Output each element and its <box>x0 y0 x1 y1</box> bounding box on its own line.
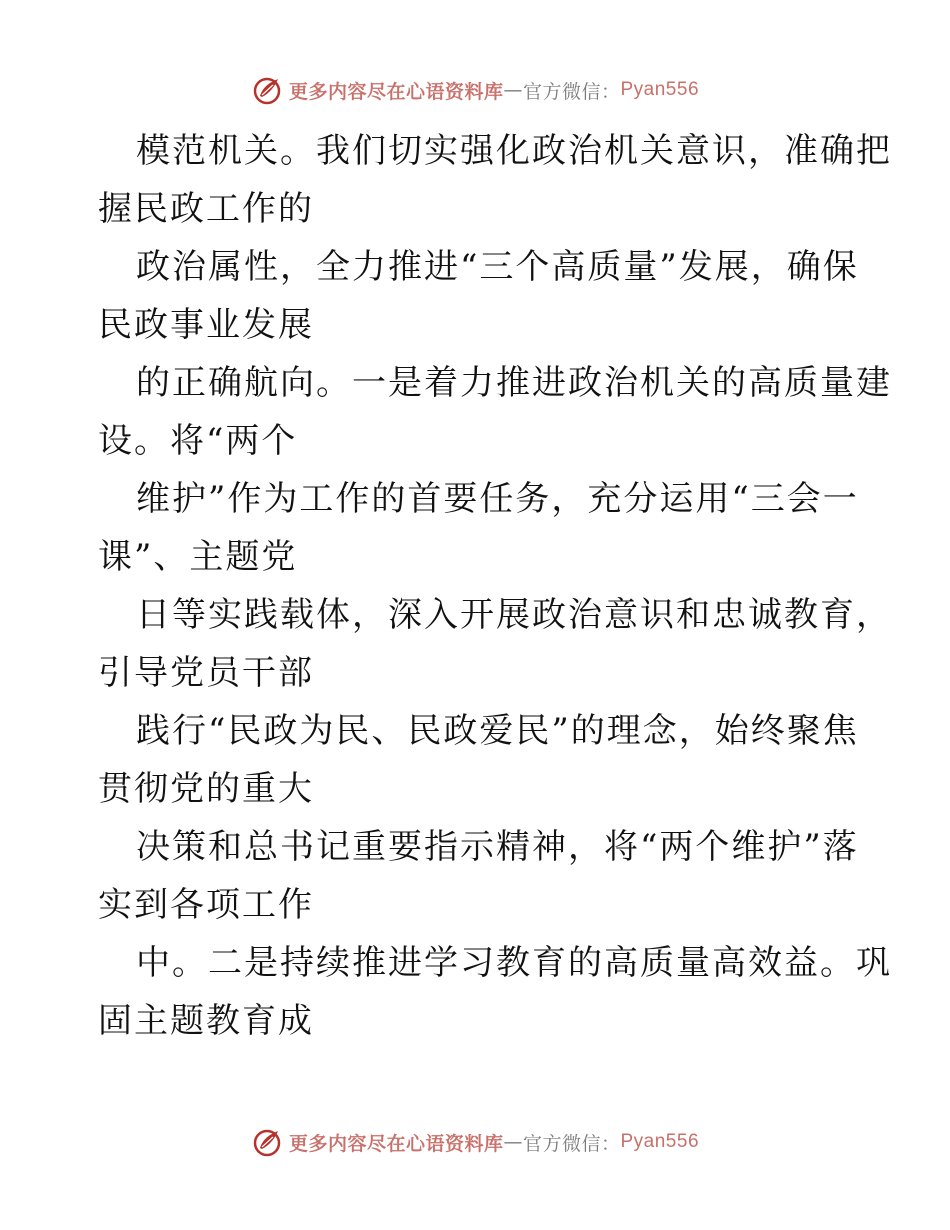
watermark-text: 更多内容尽在心语资料库 <box>288 80 504 103</box>
watermark-wechat-label: 官方微信： <box>522 1132 621 1155</box>
body-line: 维护”作为工作的首要任务，充分运用“三会一 <box>136 479 859 519</box>
body-line: 贯彻党的重大 <box>98 769 314 809</box>
body-line: 民政事业发展 <box>98 305 314 345</box>
body-line: 的正确航向。一是着力推进政治机关的高质量建 <box>136 363 892 403</box>
body-line: 日等实践载体，深入开展政治意识和忠诚教育， <box>136 595 892 635</box>
leaf-circle-logo-icon <box>251 74 283 106</box>
watermark-dash: — <box>503 1131 523 1153</box>
body-line: 决策和总书记重要指示精神，将“两个维护”落 <box>136 827 859 867</box>
leaf-circle-logo-icon <box>251 1126 283 1158</box>
watermark-dash: — <box>503 79 523 101</box>
watermark-wechat-id: Pyan556 <box>620 1131 700 1152</box>
header-watermark <box>0 72 950 108</box>
watermark-text: 更多内容尽在心语资料库 <box>288 1132 504 1155</box>
body-line: 践行“民政为民、民政爱民”的理念，始终聚焦 <box>136 711 859 751</box>
body-line: 实到各项工作 <box>98 885 314 925</box>
body-line: 政治属性，全力推进“三个高质量”发展，确保 <box>136 247 859 287</box>
footer-watermark <box>0 1124 950 1160</box>
body-line: 引导党员干部 <box>98 653 314 693</box>
body-line: 中。二是持续推进学习教育的高质量高效益。巩 <box>136 943 892 983</box>
watermark-wechat-label: 官方微信： <box>522 80 621 103</box>
body-line: 设。将“两个 <box>98 421 298 461</box>
document-body <box>98 122 892 1050</box>
watermark-wechat-id: Pyan556 <box>620 79 700 100</box>
body-line: 固主题教育成 <box>98 1001 314 1041</box>
body-line: 握民政工作的 <box>98 189 314 229</box>
body-line: 课”、主题党 <box>98 537 298 577</box>
body-line: 模范机关。我们切实强化政治机关意识，准确把 <box>136 131 892 171</box>
